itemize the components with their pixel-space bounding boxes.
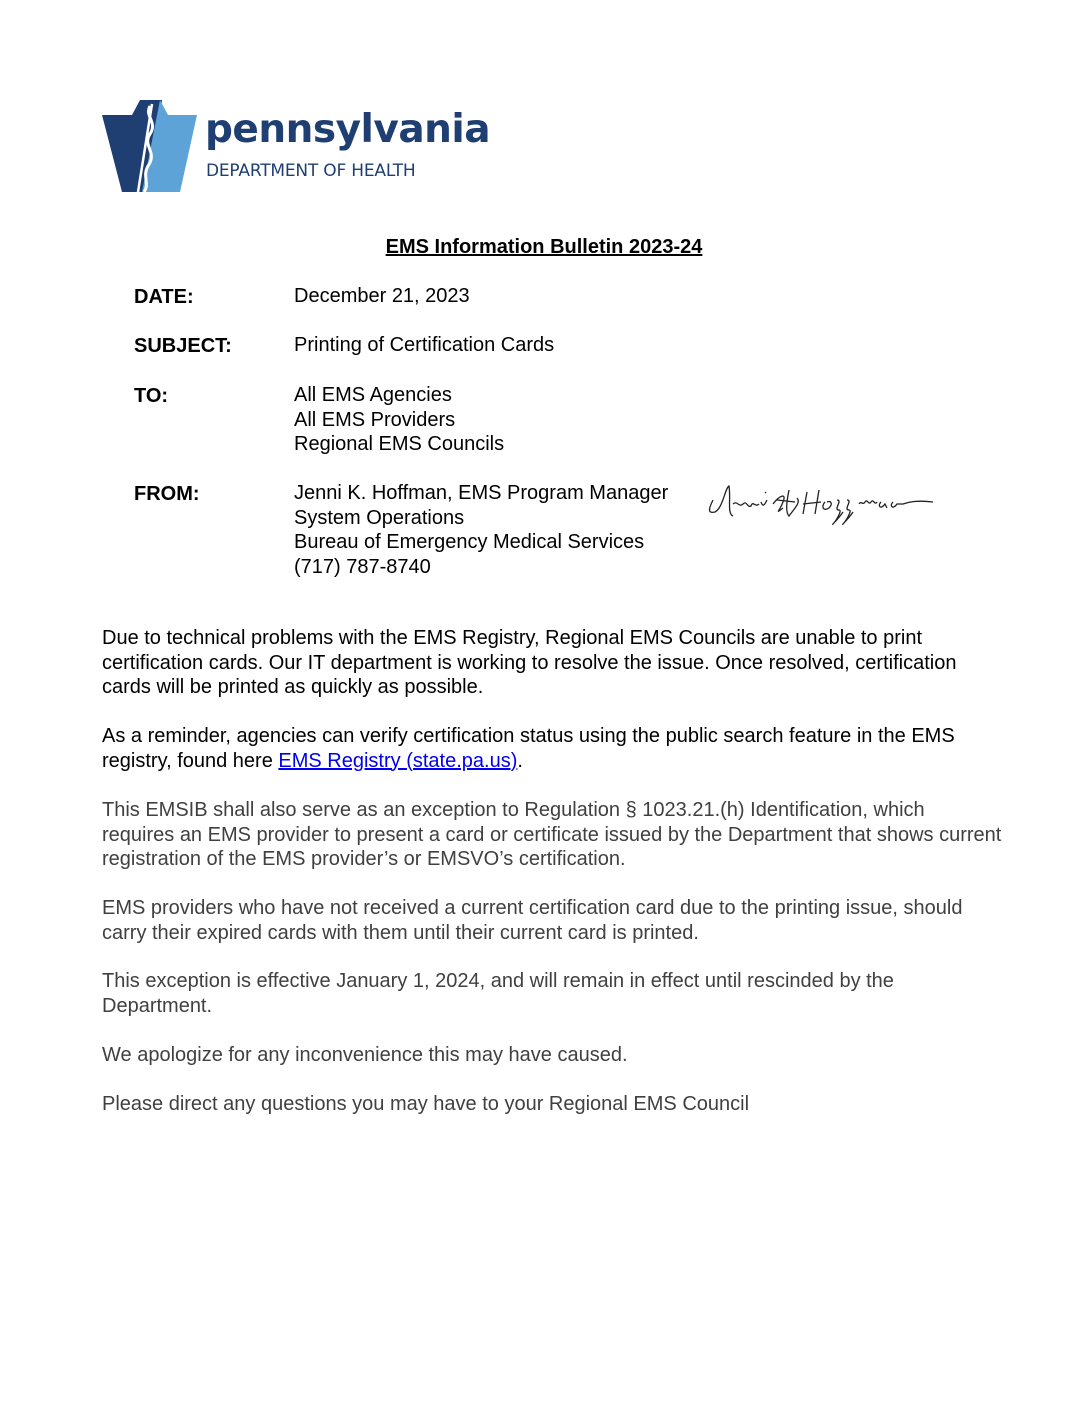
keystone-logo-icon xyxy=(102,100,202,195)
reminder-period: . xyxy=(517,749,523,772)
to-line: All EMS Providers xyxy=(294,408,456,431)
to-line: All EMS Agencies xyxy=(294,384,452,406)
from-line: System Operations xyxy=(294,506,465,529)
to-line: Regional EMS Councils xyxy=(294,433,505,455)
paragraph-questions: Please direct any questions you may have to your Regional EMS Council xyxy=(102,1093,750,1115)
pa-doh-logo xyxy=(102,100,491,195)
from-line: Bureau of Emergency Medical Services xyxy=(294,531,645,553)
date-value: December 21, 2023 xyxy=(294,285,470,307)
paragraph-technical-problems: Due to technical problems with the EMS Registry, Regional EMS Councils are unable to print certification cards. Our IT department is working to resolve the issue. Once resolved, certification cards will be printed as quickly as possible. xyxy=(102,627,957,698)
paragraph-exception-regulation: This EMSIB shall also serve as an exception to Regulation § 1023.21.(h) Identification, which requires an EMS provider to present a card or certificate issued by the Department that shows current registration of the EMS provider’s or EMSVO’s certification. xyxy=(102,799,1002,870)
date-label: DATE: xyxy=(134,286,194,308)
reminder-text: As a reminder, agencies can verify certification status using the public search feature in the EMS registry, found here xyxy=(102,725,955,772)
ems-registry-link[interactable]: EMS Registry (state.pa.us) xyxy=(278,749,518,772)
subject-label: SUBJECT: xyxy=(134,335,232,357)
paragraph-reminder xyxy=(102,724,1002,773)
from-sender xyxy=(294,481,668,579)
to-label: TO: xyxy=(134,385,169,407)
paragraph-expired-cards: EMS providers who have not received a current certification card due to the printing issue, should carry their expired cards with them until their current card is printed. xyxy=(102,897,963,944)
logo-wordmark: pennsylvania xyxy=(205,107,491,152)
from-label: FROM: xyxy=(134,483,200,505)
handwritten-signature xyxy=(703,478,943,528)
to-recipients xyxy=(294,383,504,457)
subject-value: Printing of Certification Cards xyxy=(294,334,555,356)
from-line: Jenni K. Hoffman, EMS Program Manager xyxy=(294,482,669,504)
logo-subtitle: DEPARTMENT OF HEALTH xyxy=(206,161,416,181)
paragraph-apology: We apologize for any inconvenience this may have caused. xyxy=(102,1044,628,1066)
bulletin-title: EMS Information Bulletin 2023-24 xyxy=(385,236,703,258)
from-line: (717) 787-8740 xyxy=(294,555,431,578)
paragraph-effective-date: This exception is effective January 1, 2024, and will remain in effect until rescinded by the Department. xyxy=(102,970,894,1017)
